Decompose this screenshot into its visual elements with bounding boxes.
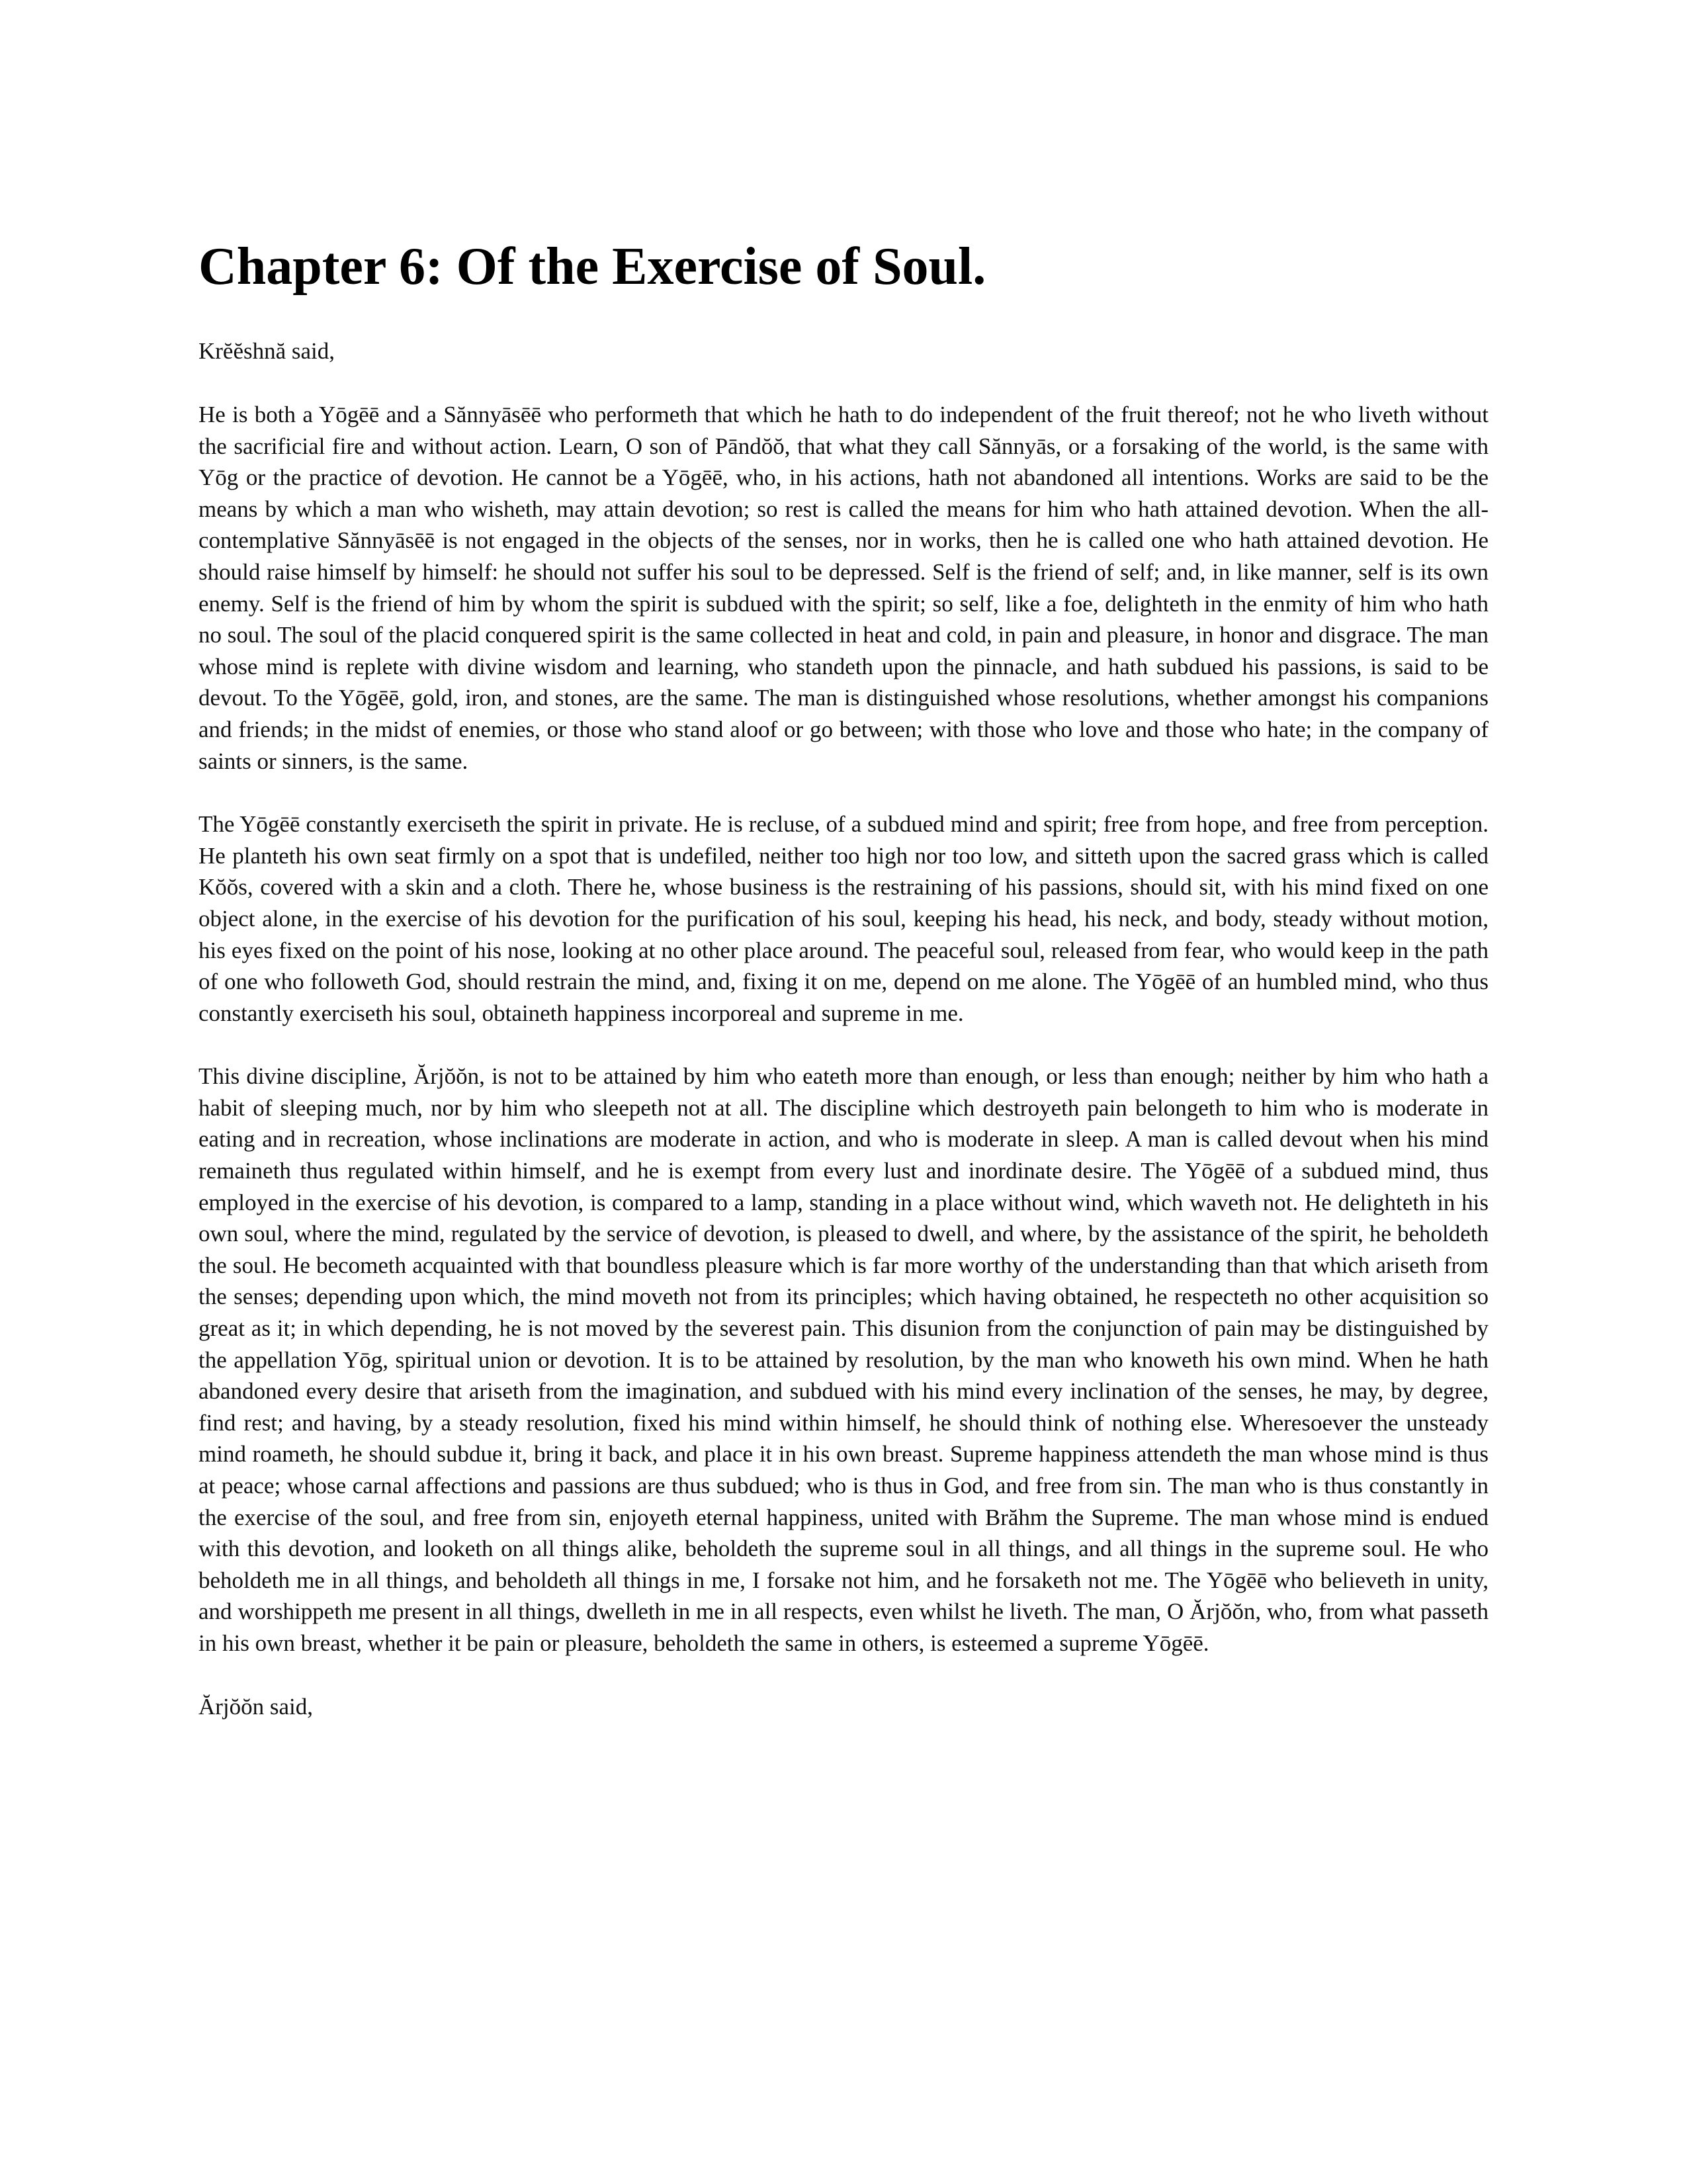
chapter-title: Chapter 6: Of the Exercise of Soul. [198, 238, 986, 296]
speaker-line-arjoon: Ărjŏŏn said, [198, 1693, 314, 1720]
paragraph-1: He is both a Yōgēē and a Sănnyāsēē who performeth that which he hath to do independent of the fruit thereof; not he who liveth without the sacrificial fire and without action. Learn, O son of Pāndŏŏ, that what they call Sănnyās, or a forsaking of the world, is the same with Yōg or the practice of devotion. He cannot be a Yōgēē, who, in his actions, hath not abandoned all intentions. Works are said to be the means by which a man who wisheth, may attain devotion; so rest is called the means for him who hath attained devotion. When the all-contemplative Sănnyāsēē is not engaged in the objects of the senses, nor in works, then he is called one who hath attained devotion. He should raise himself by himself: he should not suffer his soul to be depressed. Self is the friend of self; and, in like manner, self is its own enemy. Self is the friend of him by whom the spirit is subdued with the spirit; so self, like a foe, delighteth in the enmity of him who hath no soul. The soul of the placid conquered spirit is the same collected in heat and cold, in pain and pleasure, in honor and disgrace. The man whose mind is replete with divine wisdom and learning, who standeth upon the pinnacle, and hath subdued his passions, is said to be devout. To the Yōgēē, gold, iron, and stones, are the same. The man is distinguished whose resolutions, whether amongst his companions and friends; in the midst of enemies, or those who stand aloof or go between; with those who love and those who hate; in the company of saints or sinners, is the same. [198, 402, 1489, 774]
speaker-line-krishna: Krĕĕshnă said, [198, 338, 335, 364]
paragraph-3: This divine discipline, Ărjŏŏn, is not to be attained by him who eateth more than enough, or less than enough; neither by him who hath a habit of sleeping much, nor by him who sleepeth not at all. The discipline which destroyeth pain belongeth to him who is moderate in eating and in recreation, whose inclinations are moderate in action, and who is moderate in sleep. A man is called devout when his mind remaineth thus regulated within himself, and he is exempt from every lust and inordinate desire. The Yōgēē of a subdued mind, thus employed in the exercise of his devotion, is compared to a lamp, standing in a place without wind, which waveth not. He delighteth in his own soul, where the mind, regulated by the service of devotion, is pleased to dwell, and where, by the assistance of the spirit, he beholdeth the soul. He becometh acquainted with that boundless pleasure which is far more worthy of the understanding than that which ariseth from the senses; depending upon which, the mind moveth not from its principles; which having obtained, he respecteth no other acquisition so great as it; in which depending, he is not moved by the severest pain. This disunion from the conjunction of pain may be distinguished by the appellation Yōg, spiritual union or devotion. It is to be attained by resolution, by the man who knoweth his own mind. When he hath abandoned every desire that ariseth from the imagination, and subdued with his mind every inclination of the senses, he may, by degree, find rest; and having, by a steady resolution, fixed his mind within himself, he should think of nothing else. Wheresoever the unsteady mind roameth, he should subdue it, bring it back, and place it in his own breast. Supreme happiness attendeth the man whose mind is thus at peace; whose carnal affections and passions are thus subdued; who is thus in God, and free from sin. The man who is thus constantly in the exercise of the soul, and free from sin, enjoyeth eternal happiness, united with Brăhm the Supreme. The man whose mind is endued with this devotion, and looketh on all things alike, beholdeth the supreme soul in all things, and all things in the supreme soul. He who beholdeth me in all things, and beholdeth all things in me, I forsake not him, and he forsaketh not me. The Yōgēē who believeth in unity, and worshippeth me present in all things, dwelleth in me in all respects, even whilst he liveth. The man, O Ărjŏŏn, who, from what passeth in his own breast, whether it be pain or pleasure, beholdeth the same in others, is esteemed a supreme Yōgēē. [198, 1063, 1489, 1656]
paragraph-2: The Yōgēē constantly exerciseth the spirit in private. He is recluse, of a subdued mind and spirit; free from hope, and free from perception. He planteth his own seat firmly on a spot that is undefiled, neither too high nor too low, and sitteth upon the sacred grass which is called Kŏŏs, covered with a skin and a cloth. There he, whose business is the restraining of his passions, should sit, with his mind fixed on one object alone, in the exercise of his devotion for the purification of his soul, keeping his head, his neck, and body, steady without motion, his eyes fixed on the point of his nose, looking at no other place around. The peaceful soul, released from fear, who would keep in the path of one who followeth God, should restrain the mind, and, fixing it on me, depend on me alone. The Yōgēē of an humbled mind, who thus constantly exerciseth his soul, obtaineth happiness incorporeal and supreme in me. [198, 811, 1489, 1026]
document-page [198, 235, 1489, 1755]
